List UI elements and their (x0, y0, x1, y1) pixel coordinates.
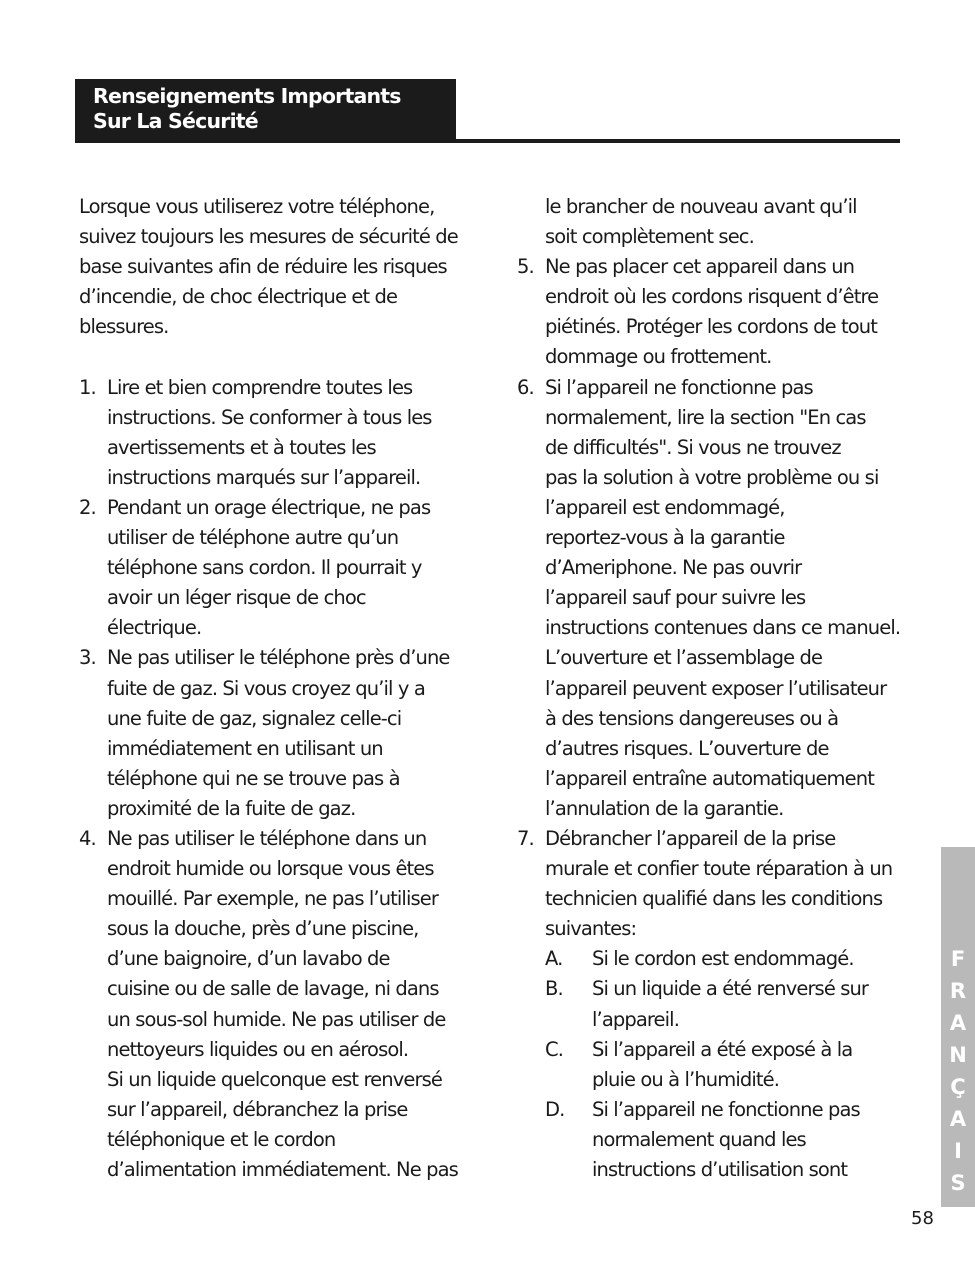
item-line: avoir un léger risque de choc (107, 586, 366, 610)
item-line: Pendant un orage électrique, ne pas (107, 495, 431, 519)
item-line: l’appareil est endommagé, (545, 495, 785, 519)
item-line: l’appareil peuvent exposer l’utilisateur (545, 676, 887, 700)
item-line: Si un liquide quelconque est renversé (107, 1067, 442, 1091)
item-line: avertissements et à toutes les (107, 435, 376, 459)
section-title (93, 84, 401, 134)
safety-item-7 (517, 824, 902, 944)
item-line: Ne pas utiliser le téléphone dans un (107, 826, 427, 850)
item-line: endroit humide ou lorsque vous êtes (107, 857, 434, 881)
item-line: instructions contenues dans ce manuel. (545, 616, 901, 640)
tab-letter: R (949, 979, 967, 1003)
item-line: à des tensions dangereuses ou à (545, 706, 839, 730)
section-title-line-1: Renseignements Importants (93, 84, 401, 108)
item-line: dommage ou frottement. (545, 345, 772, 369)
item-line: Ne pas placer cet appareil dans un (545, 255, 855, 279)
language-side-tab (941, 847, 975, 1207)
item-line: L’ouverture et l’assemblage de (545, 646, 823, 670)
item-line: téléphone sans cordon. Il pourrait y (107, 556, 422, 580)
safety-item-6 (517, 373, 902, 824)
subitem-c (517, 1035, 902, 1095)
subitem-line: normalement quand les (592, 1127, 806, 1151)
item-line: téléphonique et le cordon (107, 1127, 336, 1151)
subitem-line: Si le cordon est endommagé. (592, 947, 854, 971)
item-line: sur l’appareil, débranchez la prise (107, 1097, 408, 1121)
subitem-letter: B. (545, 977, 563, 1001)
item-number: 6. (517, 375, 534, 399)
item-line: de difficultés". Si vous ne trouvez (545, 435, 841, 459)
subitem-line: instructions d’utilisation sont (592, 1158, 848, 1181)
section-header (75, 79, 456, 143)
item-line: murale et confier toute réparation à un (545, 857, 893, 881)
tab-letter: N (949, 1043, 967, 1067)
item-line: l’annulation de la garantie. (545, 796, 784, 820)
safety-item-4-continued (517, 192, 902, 252)
item-line: pas la solution à votre problème ou si (545, 465, 879, 489)
item-number: 5. (517, 255, 534, 279)
item-line: piétinés. Protéger les cordons de tout (545, 315, 878, 339)
safety-item-2 (79, 493, 464, 643)
item-line: proximité de la fuite de gaz. (107, 796, 356, 820)
item-line: Lire et bien comprendre toutes les (107, 375, 413, 399)
tab-letter: Ç (950, 1075, 966, 1099)
item-line: d’une baignoire, d’un lavabo de (107, 947, 390, 971)
item-number: 7. (517, 826, 534, 850)
intro-line: d’incendie, de choc électrique et de (79, 285, 398, 309)
subitem-letter: A. (545, 947, 563, 971)
safety-item-4 (79, 824, 464, 1185)
tab-letter: I (954, 1139, 962, 1163)
intro-line: base suivantes afin de réduire les risques (79, 255, 447, 279)
item-line: Si l’appareil ne fonctionne pas (545, 375, 813, 399)
item-line: instructions. Se conformer à tous les (107, 405, 432, 429)
item-line: Débrancher l’appareil de la prise (545, 826, 836, 850)
tab-letter: S (950, 1171, 966, 1195)
page-number: 58 (911, 1208, 934, 1229)
subitem-letter: C. (545, 1037, 564, 1061)
item-line: téléphone qui ne se trouve pas à (107, 766, 400, 790)
item-line: instructions marqués sur l’appareil. (107, 465, 421, 489)
item-line: suivantes: (545, 917, 637, 941)
section-title-line-2: Sur La Sécurité (93, 109, 258, 133)
item-line: normalement, lire la section "En cas (545, 405, 866, 429)
subitem-letter: D. (545, 1097, 565, 1121)
item-line: l’appareil entraîne automatiquement (545, 766, 874, 790)
item-line: un sous-sol humide. Ne pas utiliser de (107, 1007, 446, 1031)
item-line: Ne pas utiliser le téléphone près d’une (107, 646, 450, 670)
language-tab-label (941, 943, 975, 1199)
safety-item-1 (79, 373, 464, 493)
subitem-line: l’appareil. (592, 1007, 679, 1031)
item-line: fuite de gaz. Si vous croyez qu’il y a (107, 676, 425, 700)
intro-paragraph (79, 192, 464, 342)
item-line: le brancher de nouveau avant qu’il (545, 195, 857, 218)
tab-letter: A (949, 1107, 967, 1131)
item-line: mouillé. Par exemple, ne pas l’utiliser (107, 887, 438, 911)
subitem-line: Si l’appareil ne fonctionne pas (592, 1097, 860, 1121)
item-line: utiliser de téléphone autre qu’un (107, 526, 399, 550)
tab-letter: F (950, 947, 966, 971)
item-number: 1. (79, 375, 96, 399)
item-line: d’alimentation immédiatement. Ne pas (107, 1158, 458, 1181)
subitem-b (517, 974, 902, 1034)
item-line: immédiatement en utilisant un (107, 736, 383, 760)
item-line: cuisine ou de salle de lavage, ni dans (107, 977, 439, 1001)
subitem-d (517, 1095, 902, 1185)
intro-line: blessures. (79, 315, 169, 339)
item-number: 3. (79, 646, 96, 670)
left-column (79, 192, 464, 1185)
subitem-line: pluie ou à l’humidité. (592, 1067, 779, 1091)
item-number: 4. (79, 826, 96, 850)
item-line: sous la douche, près d’une piscine, (107, 917, 419, 941)
item-line: électrique. (107, 616, 202, 640)
intro-line: suivez toujours les mesures de sécurité de (79, 225, 458, 249)
item-line: d’autres risques. L’ouverture de (545, 736, 829, 760)
item-line: l’appareil sauf pour suivre les (545, 586, 806, 610)
item-line: une fuite de gaz, signalez celle-ci (107, 706, 402, 730)
header-divider (75, 139, 900, 143)
right-column (517, 192, 902, 1185)
item-line: reportez-vous à la garantie (545, 526, 785, 550)
subitem-line: Si l’appareil a été exposé à la (592, 1037, 853, 1061)
item-line: endroit où les cordons risquent d’être (545, 285, 879, 309)
tab-letter: A (949, 1011, 967, 1035)
item-number: 2. (79, 495, 96, 519)
intro-line: Lorsque vous utiliserez votre téléphone, (79, 195, 435, 218)
item-line: nettoyeurs liquides ou en aérosol. (107, 1037, 409, 1061)
item-line: technicien qualifié dans les conditions (545, 887, 883, 911)
item-line: d’Ameriphone. Ne pas ouvrir (545, 556, 802, 580)
subitem-line: Si un liquide a été renversé sur (592, 977, 869, 1001)
subitem-a (517, 944, 902, 974)
safety-item-3 (79, 643, 464, 824)
item-line: soit complètement sec. (545, 225, 754, 249)
safety-item-5 (517, 252, 902, 372)
